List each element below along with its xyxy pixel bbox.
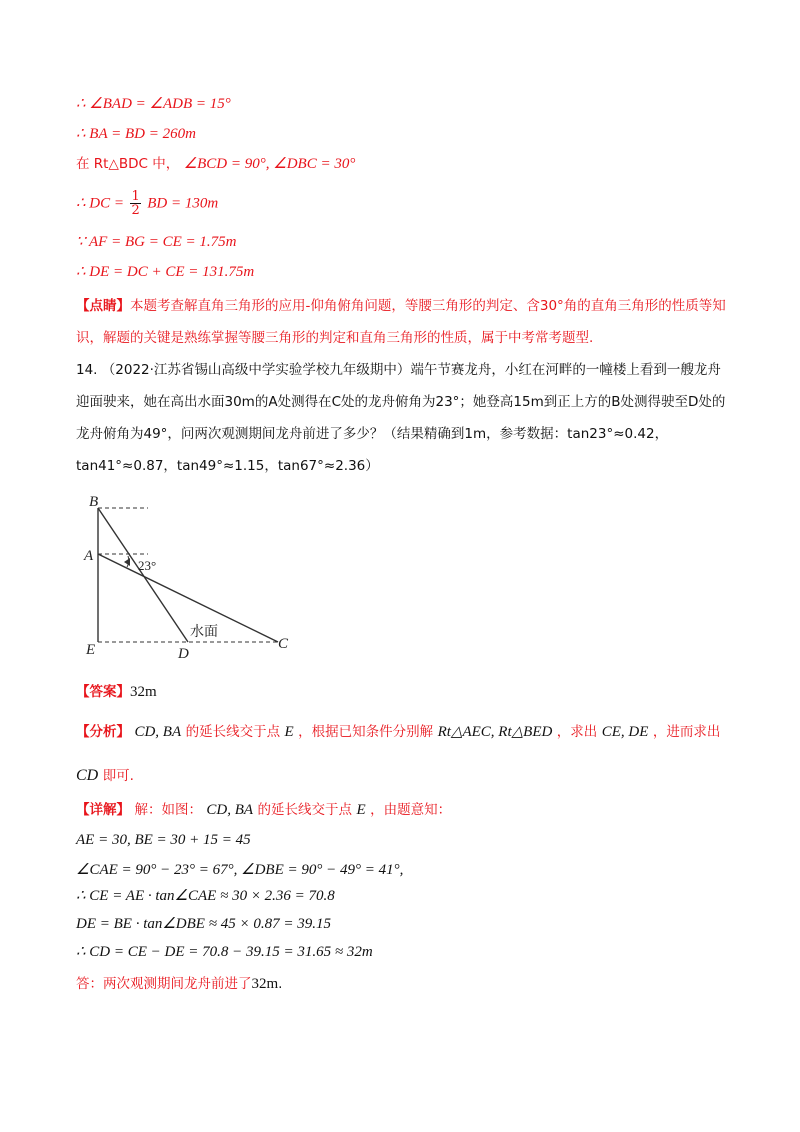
detail-step-3: ∴ CE = AE · tan∠CAE ≈ 30 × 2.36 = 70.8: [76, 888, 335, 904]
label-C: C: [278, 636, 289, 652]
problem-14: [76, 354, 726, 482]
analysis-ce-de: CE, DE: [601, 724, 649, 740]
angle-arrow: [124, 558, 130, 566]
final-answer-prefix: 答：两次观测期间龙舟前进了: [76, 976, 252, 992]
fraction-numerator: 1: [131, 189, 140, 204]
analysis-text-4: ，进而求出: [652, 724, 721, 740]
solution-line-2: ∴ BA = BD = 260m: [76, 126, 196, 142]
solution-line-5: ∵ AF = BG = CE = 1.75m: [76, 234, 237, 250]
detail-intro-d: E: [356, 802, 366, 818]
label-D: D: [178, 646, 189, 660]
detail-step-2: ∠CAE = 90° − 23° = 67°, ∠DBE = 90° − 49° = 41°,: [76, 862, 404, 878]
analysis-line-2: [76, 766, 134, 786]
solution-line-4: [76, 190, 218, 217]
answer-tag: 【答案】: [76, 684, 130, 700]
analysis-line-1: [76, 722, 720, 742]
comment-paragraph: [76, 290, 726, 354]
detail-intro-c: 的延长线交于点: [257, 802, 353, 818]
analysis-text-2: ，根据已知条件分别解: [298, 724, 434, 740]
solution-line-3-prefix: 在 Rt△BDC 中，: [76, 156, 180, 172]
analysis-text-5: 即可.: [102, 768, 134, 784]
fraction-one-half: [130, 190, 140, 217]
analysis-tag: 【分析】: [76, 724, 130, 740]
comment-tag: 【点睛】: [76, 298, 130, 314]
geometry-figure: [80, 490, 310, 660]
detail-intro-e: ，由题意知：: [370, 802, 452, 818]
water-label: 水面: [190, 624, 218, 640]
label-E: E: [86, 642, 96, 658]
analysis-e: E: [284, 724, 294, 740]
analysis-text-1: 的延长线交于点: [185, 724, 281, 740]
detail-intro-a: 解：如图：: [134, 802, 202, 818]
label-B: B: [89, 494, 99, 510]
final-answer-value: 32m: [251, 976, 279, 992]
solution-line-4-prefix: ∴ DC =: [76, 195, 125, 212]
label-A: A: [84, 548, 94, 564]
angle-label: 23°: [138, 558, 157, 573]
analysis-cd-ba: CD, BA: [134, 724, 182, 740]
solution-line-3: [76, 154, 355, 174]
answer-value: 32m: [130, 684, 157, 700]
solution-line-1: ∴ ∠BAD = ∠ADB = 15°: [76, 96, 231, 112]
problem-text: （2022·江苏省锡山高级中学实验学校九年级期中）端午节赛龙舟，小红在河畔的一幢楼上看到一艘龙舟迎面驶来，她在高出水面30m的A处测得在C处的龙舟俯角为23°；她登高15m到正上方的B处测得驶至D处的龙舟俯角为49°，问两次观测期间龙舟前进了多少？（结果精确到1m，参考数据：tan23°≈0.42，tan41°≈0.87，tan49°≈1.15，tan67°≈2.36）: [76, 362, 726, 474]
problem-number: 14.: [76, 362, 98, 378]
analysis-triangles: Rt△AEC, Rt△BED: [437, 724, 553, 740]
answer-line: [76, 682, 157, 702]
solution-line-6: ∴ DE = DC + CE = 131.75m: [76, 264, 255, 280]
comment-text: 本题考查解直角三角形的应用-仰角俯角问题，等腰三角形的判定、含30°角的直角三角形的性质等知识，解题的关键是熟练掌握等腰三角形的判定和直角三角形的性质，属于中考常考题型.: [76, 298, 726, 346]
final-answer-line: [76, 974, 282, 994]
solution-line-3-math: ∠BCD = 90°, ∠DBC = 30°: [183, 156, 356, 172]
detail-intro-b: CD, BA: [206, 802, 254, 818]
detail-step-4: DE = BE · tan∠DBE ≈ 45 × 0.87 = 39.15: [76, 916, 331, 932]
detail-step-1: AE = 30, BE = 30 + 15 = 45: [76, 832, 251, 848]
detail-tag: 【详解】: [76, 802, 130, 818]
detail-step-5: ∴ CD = CE − DE = 70.8 − 39.15 = 31.65 ≈ 32m: [76, 944, 373, 960]
line-B-to-D: [98, 508, 188, 642]
analysis-cd: CD: [76, 767, 99, 784]
fraction-denominator: 2: [131, 203, 140, 218]
detail-intro: [76, 800, 451, 820]
analysis-text-3: ，求出: [556, 724, 598, 740]
line-A-to-C: [98, 554, 278, 642]
final-answer-suffix: .: [278, 976, 283, 992]
solution-line-4-suffix: BD = 130m: [147, 195, 219, 212]
